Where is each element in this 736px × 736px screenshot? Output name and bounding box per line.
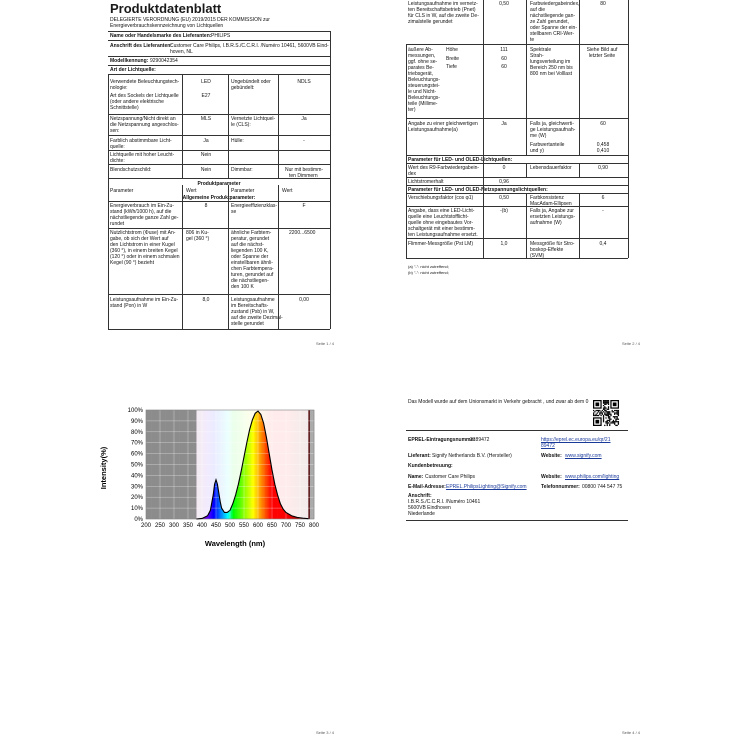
macadam-value: 6 bbox=[601, 195, 605, 201]
name-label: Name: bbox=[408, 474, 424, 480]
spectral-distribution-chart bbox=[100, 398, 320, 548]
dimmable-label: Dimmbar: bbox=[231, 167, 253, 173]
luminance-value: Nein bbox=[200, 152, 212, 158]
y-tick-label: 10% bbox=[130, 506, 143, 513]
life-label: Lebensdauerfaktor bbox=[530, 165, 572, 171]
r9-label: Wert des R9-Farbwiedergabein- dex bbox=[408, 165, 480, 177]
address-value: Customer Care Philips, I.B.R.S./C.C.R.I. /Numéro 10461, 5600VB Eind- bbox=[170, 43, 329, 49]
flicker-value: 1,0 bbox=[500, 241, 508, 247]
address-label: Anschrift des Lieferanten: bbox=[110, 43, 172, 49]
address-label: Anschrift: bbox=[408, 493, 432, 499]
note-a: (a) "-": nicht zutreffend; bbox=[408, 264, 449, 269]
cls-value: Ja bbox=[301, 116, 307, 122]
net-standby-label: Leistungsaufnahme im vernetz- ten Bereitschaftsbetrieb (Pnet) für CLS in W, auf die zweite De- zimalstelle gerundet bbox=[408, 1, 479, 25]
x-tick-label: 500 bbox=[224, 523, 236, 529]
replace2-label: Falls ja, Angabe zur ersetzten Leistungs- aufnahme (W) bbox=[530, 208, 576, 226]
strobo-label: Messgröße für Stro- boskop-Effekte (SVM) bbox=[530, 241, 575, 259]
col-value-1: Wert bbox=[186, 188, 197, 194]
eprel-label: EPREL-Eintragungsnummer bbox=[408, 437, 476, 443]
page-3 bbox=[0, 380, 345, 736]
page-2 bbox=[395, 0, 736, 350]
service-label: Kundenbetreuung: bbox=[408, 463, 453, 469]
standby-value: 0,00 bbox=[299, 297, 309, 303]
y-tick-label: 90% bbox=[130, 418, 143, 425]
pf-value: 0,50 bbox=[499, 195, 509, 201]
envelope-value: - bbox=[303, 138, 305, 144]
x-tick-label: 300 bbox=[168, 523, 180, 529]
spectral-label: Spektrale Strah- lungsverteilung im Bereich 250 nm bis 800 nm bei Volllast bbox=[530, 47, 573, 77]
cct-value: 2200...6500 bbox=[289, 230, 316, 236]
cri-label: Farbwiedergabeindex, auf die nächstliegende gan- ze Zahl gerundet, oder Spanne der ein- stellbaren CRI-Wer- te bbox=[530, 1, 580, 43]
equiv-value: Ja bbox=[501, 121, 507, 127]
cap-label: Art des Sockels der Lichtquelle (oder andere elektrische Schnittstelle) bbox=[110, 93, 179, 111]
flux-value: 806 in Ku- gel (360 °) bbox=[186, 230, 210, 242]
name-value: Customer Care Philips bbox=[425, 474, 476, 480]
maint-label: Lichtstromerhalt bbox=[408, 179, 444, 185]
supplier-name-label: Name oder Handelsmarke des Lieferanten: bbox=[110, 33, 212, 39]
y-tick-label: 80% bbox=[130, 429, 143, 436]
glare-label: Blendschutzschild: bbox=[110, 167, 152, 173]
website-label: Website: bbox=[541, 453, 562, 459]
market-text: Das Modell wurde auf dem Unionsmarkt in Verkehr gebracht , und zwar ab dem 0 bbox=[408, 399, 589, 405]
dim-width-label: Breite bbox=[446, 56, 460, 62]
y-tick-label: 60% bbox=[130, 451, 143, 458]
energy-value: 8 bbox=[204, 203, 208, 209]
dimmable-value: Nur mit bestimm- ten Dimmern bbox=[285, 167, 324, 179]
standby-label: Leistungsaufnahme im Bereitschafts- zustand (Psb) in W, auf die zweite Dezimal- stelle gerundet bbox=[231, 297, 283, 327]
tech-label: Verwendete Beleuchtungstech- nologie: bbox=[110, 79, 180, 91]
spectral-value: Siehe Bild auf letzter Seite bbox=[586, 47, 618, 59]
x-tick-label: 400 bbox=[196, 523, 208, 529]
note-b: (b) "-": nicht zutreffend; bbox=[408, 270, 449, 275]
regulation-line-2: Energieverbrauchskennzeichnung von Lichtquellen bbox=[110, 23, 224, 29]
mains-label: Netzspannung/Nicht direkt an die Netzspannung angeschlos- sen: bbox=[110, 116, 179, 134]
product-params-header: Produktparameter bbox=[197, 181, 241, 187]
replace-value: -(b) bbox=[500, 208, 508, 214]
dim-height-label: Höhe bbox=[446, 47, 458, 53]
flicker-label: Flimmer-Messgröße (Pst LM) bbox=[408, 241, 474, 247]
page-footer: Seite 1 / 4 bbox=[316, 341, 335, 346]
website2-label: Website: bbox=[541, 474, 562, 480]
mains-value: MLS bbox=[200, 116, 212, 122]
email-label: E-Mail-Adresse: bbox=[408, 484, 446, 490]
page-footer: Seite 4 / 4 bbox=[622, 730, 641, 735]
supplier-value: Signify Netherlands B.V. (Hersteller) bbox=[432, 453, 512, 459]
eprel-link[interactable]: https://eprel.ec.europa.eu/qr/21 89472 bbox=[541, 437, 611, 449]
website2-link[interactable]: www.philips.com/lighting bbox=[565, 474, 620, 480]
page-4 bbox=[395, 380, 736, 736]
page-footer: Seite 3 / 4 bbox=[316, 730, 335, 735]
y-tick-label: 40% bbox=[130, 473, 143, 480]
tunable-value: Ja bbox=[203, 138, 209, 144]
equiv-label: Angabe zu einer gleichwertigen Leistungsaufnahme(a) bbox=[408, 121, 478, 133]
cct-label: ähnliche Farbtem- peratur, gerundet auf die nächst- liegenden 100 K, oder Spanne der einstellbaren ähnli- chen Farbtempera- turen, gerundet auf die nächstliegen- den 100 K bbox=[231, 230, 274, 290]
luminance-label: Lichtquelle mit hoher Leucht- dichte: bbox=[110, 152, 175, 164]
dim-height-value: 111 bbox=[500, 47, 508, 53]
r9-value: 0 bbox=[502, 165, 506, 171]
flux-label: Nutzlichtstrom (Φuse) mit An- gabe, ob sich der Wert auf den Lichtstrom in einer Kugel (360 °), in einem breiten Kegel (120 °) oder in einem schmalen Kegel (90 °) bezieht bbox=[110, 230, 180, 266]
qr-code-icon bbox=[593, 400, 619, 426]
model-value: 9290042354 bbox=[150, 58, 178, 64]
x-tick-label: 550 bbox=[238, 523, 250, 529]
x-tick-label: 250 bbox=[154, 523, 166, 529]
dim-width-value: 60 bbox=[501, 56, 507, 62]
y-tick-label: 30% bbox=[130, 484, 143, 491]
maint-value: 0,96 bbox=[499, 179, 509, 185]
power-value: 8,0 bbox=[202, 297, 210, 303]
x-tick-label: 450 bbox=[210, 523, 222, 529]
dim-depth-label: Tiefe bbox=[446, 64, 457, 70]
replace2-value: - bbox=[602, 208, 604, 214]
glare-value: Nein bbox=[200, 167, 212, 173]
y-tick-label: 20% bbox=[130, 495, 143, 502]
chroma-label: Farbwertanteile und y) bbox=[530, 142, 565, 154]
replace-label: Angabe, dass eine LED-Licht- quelle eine Leuchtstofflicht- quelle ohne eingebautes Vor- schaltgerät mit einer bestimm- ten Leistungsaufnahme ersetzt. bbox=[408, 208, 478, 238]
phone-label: Telefonnummer: bbox=[541, 484, 580, 490]
energy-class-value: F bbox=[302, 203, 306, 209]
x-tick-label: 600 bbox=[252, 523, 264, 529]
led-section: Parameter für LED- und OLED-Lichtquellen: bbox=[408, 157, 513, 163]
eprel-value: 2189472 bbox=[470, 437, 490, 443]
general-params: Allgemeine Produktparameter: bbox=[182, 195, 256, 201]
beam-value: NDLS bbox=[297, 79, 311, 85]
y-axis-label: Intensity(%) bbox=[99, 446, 108, 490]
envelope-label: Hülle: bbox=[231, 138, 244, 144]
x-tick-label: 650 bbox=[266, 523, 278, 529]
chroma-value: 0,458 0,410 bbox=[596, 142, 610, 154]
phone-value: 00800 744 547 75 bbox=[582, 484, 623, 490]
y-tick-label: 100% bbox=[127, 408, 143, 414]
model-label: Modellkennung: bbox=[110, 58, 149, 64]
cap-value: E27 bbox=[201, 93, 211, 99]
website-link[interactable]: www.signify.com bbox=[565, 453, 602, 459]
dimensions-label: äußere Ab- messungen, ggf. ohne se- parates Be- triebsgerät, Beleuchtungs- steuerungstei- le und Nicht- Beleuchtungs- teile (Millime- ter) bbox=[408, 47, 440, 113]
col-param-1: Parameter bbox=[110, 188, 134, 194]
x-tick-label: 750 bbox=[294, 523, 306, 529]
page-footer: Seite 2 / 4 bbox=[622, 341, 641, 346]
regulation-line-1: DELEGIERTE VERORDNUNG (EU) 2019/2015 DER KOMMISSION zur bbox=[110, 17, 270, 23]
col-value-2: Wert bbox=[282, 188, 293, 194]
address-value-2: hoven, NL bbox=[170, 49, 193, 55]
supplier-name-value: PHILIPS bbox=[211, 33, 231, 39]
pf-label: Verschiebungsfaktor (cos φ1) bbox=[408, 195, 474, 201]
email-link[interactable]: EPREL.PhilipsLighting@Signify.com bbox=[446, 484, 527, 490]
net-standby-value: 0,50 bbox=[499, 1, 509, 7]
equiv2-label: Falls ja, gleichwerti- ge Leistungsaufnah- me (W) bbox=[530, 121, 576, 139]
supplier-label: Lieferant: bbox=[408, 453, 431, 459]
energy-label: Energieverbrauch im Ein-Zu- stand (kWh/1000 h), auf die nächstliegende ganze Zahl ge- rundet bbox=[110, 203, 179, 227]
col-param-2: Parameter bbox=[231, 188, 255, 194]
power-label: Leistungsaufnahme im Ein-Zu- stand (Pon) in W bbox=[110, 297, 179, 309]
y-tick-label: 0% bbox=[134, 517, 143, 523]
x-tick-label: 800 bbox=[308, 523, 320, 529]
address-value: I.B.R.S./C.C.R.I. /Numéro 10461 5600VB Eindhoven Niederlande bbox=[408, 499, 481, 517]
page-1 bbox=[0, 0, 345, 350]
cls-label: Vernetzte Lichtquel- le (CLS): bbox=[231, 116, 276, 128]
x-tick-label: 700 bbox=[280, 523, 292, 529]
dim-depth-value: 60 bbox=[501, 64, 507, 70]
strobo-value: 0,4 bbox=[599, 241, 607, 247]
y-tick-label: 50% bbox=[130, 462, 143, 469]
macadam-label: Farbkonsistenz MacAdam-Ellipsen bbox=[530, 195, 572, 207]
net-section: Parameter für LED- und OLED-Netzspannungslichtquellen: bbox=[408, 187, 548, 193]
tunable-label: Farblich abstimmbare Licht- quelle: bbox=[110, 138, 172, 150]
x-tick-label: 200 bbox=[140, 523, 152, 529]
type-label: Art der Lichtquelle: bbox=[110, 67, 156, 73]
tech-value: LED bbox=[201, 79, 211, 85]
page-title: Produktdatenblatt bbox=[110, 1, 222, 16]
y-tick-label: 70% bbox=[130, 440, 143, 447]
cri-value: 80 bbox=[600, 1, 606, 7]
energy-class-label: Energieeffizienzklas- se bbox=[231, 203, 278, 215]
equiv2-value: 60 bbox=[600, 121, 606, 127]
life-value: 0,90 bbox=[598, 165, 608, 171]
x-axis-label: Wavelength (nm) bbox=[204, 539, 266, 548]
beam-label: Ungebündelt oder gebündelt: bbox=[231, 79, 271, 91]
x-tick-label: 350 bbox=[182, 523, 194, 529]
